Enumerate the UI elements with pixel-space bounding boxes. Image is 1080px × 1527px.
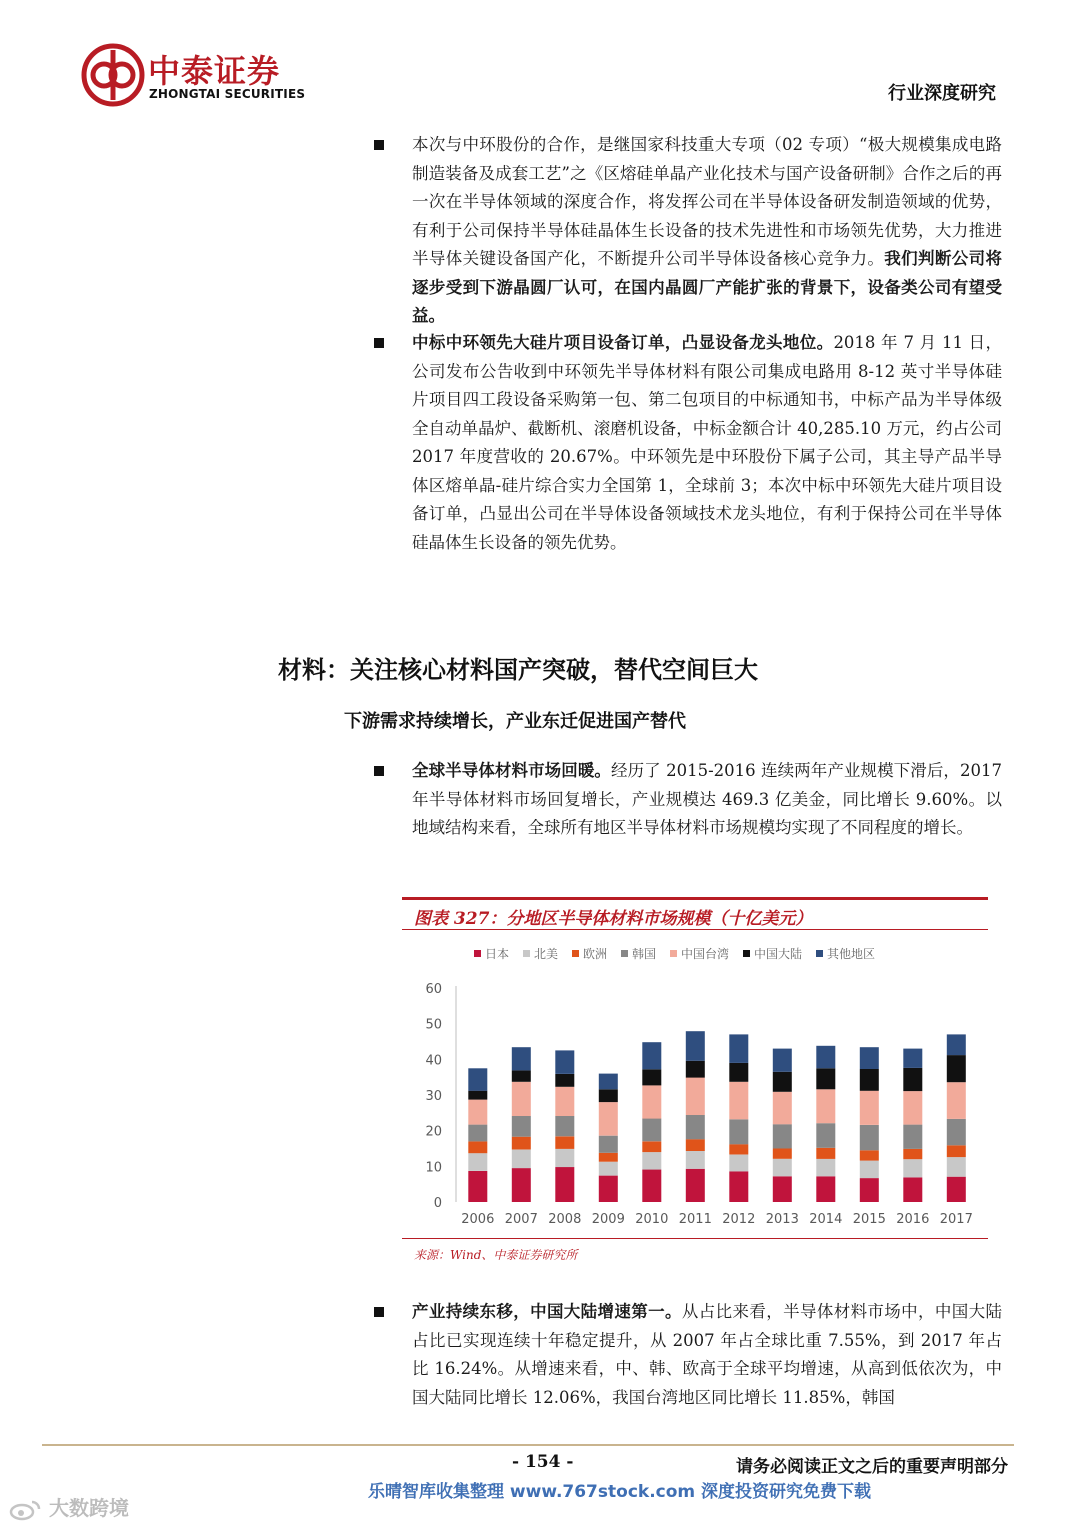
bar-segment bbox=[729, 1063, 748, 1082]
x-tick-label: 2014 bbox=[809, 1212, 843, 1227]
bar-segment bbox=[468, 1125, 487, 1142]
bullet-icon bbox=[374, 338, 384, 348]
bar-segment bbox=[468, 1141, 487, 1153]
company-logo bbox=[80, 42, 340, 108]
footer-rule bbox=[42, 1444, 1014, 1446]
weibo-logo-icon bbox=[8, 1499, 42, 1521]
corner-watermark bbox=[8, 1492, 129, 1521]
bar-segment bbox=[860, 1125, 879, 1150]
paragraph-lead: 产业持续东移，中国大陆增速第一。 bbox=[412, 1302, 682, 1321]
bar-segment bbox=[947, 1177, 966, 1202]
body-paragraph bbox=[412, 757, 1002, 843]
legend-label-1: 北美 bbox=[534, 947, 559, 961]
legend-label-4: 中国台湾 bbox=[681, 947, 730, 961]
y-tick-label: 30 bbox=[425, 1089, 442, 1104]
bar-segment bbox=[642, 1042, 661, 1069]
x-tick-label: 2008 bbox=[548, 1212, 582, 1227]
bar-segment bbox=[947, 1034, 966, 1055]
figure-title-rule bbox=[402, 929, 988, 930]
bar-segment bbox=[947, 1055, 966, 1082]
bar-segment bbox=[947, 1157, 966, 1177]
bar-segment bbox=[686, 1139, 705, 1151]
x-tick-label: 2007 bbox=[504, 1212, 538, 1227]
figure-top-rule bbox=[402, 897, 988, 900]
bar-segment bbox=[729, 1155, 748, 1172]
legend-swatch-2 bbox=[572, 950, 579, 957]
report-type-label: 行业深度研究 bbox=[888, 83, 996, 104]
legend-swatch-0 bbox=[474, 950, 481, 957]
disclaimer-note: 请务必阅读正文之后的重要声明部分 bbox=[736, 1457, 1008, 1477]
bar-segment bbox=[729, 1034, 748, 1063]
bar-segment bbox=[468, 1068, 487, 1091]
legend-label-0: 日本 bbox=[485, 947, 510, 961]
y-tick-label: 40 bbox=[425, 1053, 442, 1069]
paragraph-lead: 全球半导体材料市场回暖。 bbox=[412, 761, 612, 780]
y-tick-label: 20 bbox=[425, 1124, 442, 1140]
x-tick-label: 2013 bbox=[765, 1212, 799, 1227]
bar-segment bbox=[512, 1150, 531, 1169]
paragraph-text: 经历了 2015-2016 连续两年产业规模下滑后，2017 年半导体材料市场回复增长，产业规模达 469.3 亿美金，同比增长 9.60%。以地域结构来看，全球所有地区半导体材料市场规模均实现了不同程度的增长。 bbox=[412, 761, 1002, 837]
legend-label-2: 欧洲 bbox=[583, 947, 608, 961]
bar-segment bbox=[860, 1069, 879, 1091]
body-paragraph bbox=[412, 1298, 1002, 1412]
bar-segment bbox=[729, 1144, 748, 1154]
legend-swatch-4 bbox=[670, 950, 677, 957]
x-tick-label: 2010 bbox=[635, 1212, 669, 1227]
bar-segment bbox=[642, 1069, 661, 1085]
bar-segment bbox=[512, 1168, 531, 1202]
bar-segment bbox=[599, 1153, 618, 1162]
y-tick-label: 10 bbox=[425, 1160, 442, 1176]
bullet-icon bbox=[374, 766, 384, 776]
section-subtitle: 下游需求持续增长，产业东迁促进国产替代 bbox=[344, 711, 686, 732]
bar-segment bbox=[903, 1149, 922, 1159]
bar-segment bbox=[860, 1161, 879, 1179]
x-tick-label: 2015 bbox=[852, 1212, 886, 1227]
bar-segment bbox=[773, 1072, 792, 1092]
bar-segment bbox=[599, 1162, 618, 1176]
bar-segment bbox=[773, 1124, 792, 1148]
bar-segment bbox=[860, 1178, 879, 1202]
bar-segment bbox=[729, 1171, 748, 1202]
bar-segment bbox=[555, 1050, 574, 1074]
figure-title: 图表 327：分地区半导体材料市场规模（十亿美元） bbox=[414, 909, 813, 929]
bar-segment bbox=[903, 1091, 922, 1125]
legend-swatch-1 bbox=[523, 950, 530, 957]
logo-emblem-icon bbox=[80, 42, 146, 108]
paragraph-lead: 中标中环领先大硅片项目设备订单，凸显设备龙头地位。 bbox=[412, 333, 834, 352]
bar-segment bbox=[555, 1116, 574, 1136]
bar-segment bbox=[816, 1176, 835, 1202]
bar-segment bbox=[512, 1116, 531, 1137]
y-tick-label: 60 bbox=[425, 982, 442, 997]
legend-label-3: 韩国 bbox=[632, 947, 657, 961]
bar-segment bbox=[686, 1169, 705, 1202]
bar-segment bbox=[512, 1082, 531, 1116]
body-paragraph bbox=[412, 131, 1002, 331]
bar-segment bbox=[903, 1049, 922, 1068]
bar-segment bbox=[816, 1089, 835, 1123]
bar-segment bbox=[468, 1171, 487, 1202]
x-tick-label: 2016 bbox=[896, 1212, 930, 1227]
bar-segment bbox=[903, 1159, 922, 1177]
bar-segment bbox=[555, 1149, 574, 1167]
bar-segment bbox=[642, 1170, 661, 1203]
bar-segment bbox=[555, 1136, 574, 1149]
bar-segment bbox=[642, 1152, 661, 1170]
page-number: - 154 - bbox=[512, 1452, 574, 1472]
bar-segment bbox=[642, 1085, 661, 1118]
bar-segment bbox=[686, 1031, 705, 1061]
stacked-bar-chart bbox=[402, 936, 988, 1234]
bar-segment bbox=[729, 1119, 748, 1144]
bullet-icon bbox=[374, 1307, 384, 1317]
bar-segment bbox=[555, 1074, 574, 1087]
bar-segment bbox=[947, 1145, 966, 1157]
footer-watermark: 乐晴智库收集整理 www.767stock.com 深度投资研究免费下载 bbox=[368, 1482, 872, 1502]
bar-segment bbox=[512, 1070, 531, 1081]
bullet-icon bbox=[374, 140, 384, 150]
x-tick-label: 2006 bbox=[461, 1212, 495, 1227]
bar-segment bbox=[599, 1176, 618, 1202]
bar-segment bbox=[512, 1137, 531, 1150]
bar-segment bbox=[816, 1148, 835, 1159]
bar-segment bbox=[860, 1150, 879, 1160]
bar-segment bbox=[773, 1159, 792, 1177]
bar-segment bbox=[468, 1091, 487, 1100]
x-tick-label: 2011 bbox=[678, 1212, 712, 1227]
figure-bottom-rule bbox=[402, 1238, 988, 1239]
legend-swatch-3 bbox=[621, 950, 628, 957]
bar-segment bbox=[468, 1153, 487, 1171]
bar-segment bbox=[599, 1089, 618, 1102]
bar-segment bbox=[773, 1149, 792, 1159]
bar-segment bbox=[555, 1087, 574, 1116]
bar-segment bbox=[642, 1141, 661, 1152]
y-tick-label: 50 bbox=[425, 1017, 442, 1033]
section-title: 材料：关注核心材料国产突破，替代空间巨大 bbox=[278, 655, 758, 684]
bar-segment bbox=[729, 1082, 748, 1120]
bar-segment bbox=[947, 1082, 966, 1119]
paragraph-text: 从占比来看，半导体材料市场中，中国大陆占比已实现连续十年稳定提升，从 2007 年占全球比重 7.55%，到 2017 年占比 16.24%。从增速来看，中、韩、欧高于全球平均增速，从高到低依次为，中国大陆同比增长 12.06%，我国台湾地区同比增长 11.85%，韩国 bbox=[412, 1302, 1003, 1407]
bar-segment bbox=[860, 1047, 879, 1069]
bar-segment bbox=[555, 1167, 574, 1202]
bar-segment bbox=[903, 1177, 922, 1202]
logo-english-name: ZHONGTAI SECURITIES bbox=[149, 87, 306, 101]
bar-segment bbox=[816, 1159, 835, 1177]
legend-label-6: 其他地区 bbox=[827, 947, 876, 961]
bar-segment bbox=[468, 1100, 487, 1125]
x-tick-label: 2009 bbox=[591, 1212, 625, 1227]
legend-swatch-6 bbox=[816, 950, 823, 957]
bar-segment bbox=[773, 1176, 792, 1202]
body-paragraph bbox=[412, 329, 1002, 557]
figure-source: 来源：Wind、中泰证券研究所 bbox=[414, 1248, 578, 1262]
bar-segment bbox=[816, 1123, 835, 1148]
bar-segment bbox=[686, 1151, 705, 1169]
bar-segment bbox=[903, 1068, 922, 1091]
bar-segment bbox=[860, 1091, 879, 1125]
legend-label-5: 中国大陆 bbox=[754, 947, 803, 961]
bar-segment bbox=[903, 1125, 922, 1149]
paragraph-conclusion: 我们判断公司将逐步受到下游晶圆厂认可，在国内晶圆厂产能扩张的背景下，设备类公司有望受益。 bbox=[412, 249, 1003, 325]
bar-segment bbox=[599, 1074, 618, 1090]
logo-name: 中泰证券 bbox=[148, 52, 281, 90]
bar-segment bbox=[773, 1049, 792, 1072]
bar-segment bbox=[642, 1119, 661, 1142]
bar-segment bbox=[816, 1068, 835, 1089]
bar-segment bbox=[686, 1078, 705, 1116]
corner-watermark-text: 大数跨境 bbox=[48, 1496, 129, 1520]
bar-segment bbox=[816, 1046, 835, 1069]
y-tick-label: 0 bbox=[433, 1196, 442, 1211]
bar-segment bbox=[512, 1047, 531, 1070]
bar-segment bbox=[947, 1119, 966, 1145]
x-tick-label: 2012 bbox=[722, 1212, 756, 1227]
paragraph-text: 本次与中环股份的合作，是继国家科技重大专项（02 专项）“极大规模集成电路制造装备及成套工艺”之《区熔硅单晶产业化技术与国产设备研制》合作之后的再一次在半导体领域的深度合作，将发挥公司在半导体设备研发制造领域的优势，有利于公司保持半导体硅晶体生长设备的技术先进性和市场领先优势，大力推进半导体关键设备国产化，不断提升公司半导体设备核心竞争力。 bbox=[412, 135, 1002, 268]
bar-segment bbox=[686, 1061, 705, 1078]
bar-segment bbox=[773, 1092, 792, 1125]
bar-segment bbox=[599, 1136, 618, 1153]
x-tick-label: 2017 bbox=[939, 1212, 973, 1227]
bar-segment bbox=[599, 1102, 618, 1136]
paragraph-text: 2018 年 7 月 11 日，公司发布公告收到中环领先半导体材料有限公司集成电路用 8-12 英寸半导体硅片项目四工段设备采购第一包、第二包项目的中标通知书，中标产品为半导体级全自动单晶炉、截断机、滚磨机设备，中标金额合计 40,285.10 万元，约占公司 2017 年度营收的 20.67%。中环领先是中环股份下属子公司，其主导产品半导体区熔单晶-硅片综合实力全国第 1，全球前 3；本次中标中环领先大硅片项目设备订单，凸显出公司在半导体设备领域技术龙头地位，有利于保持公司在半导体硅晶体生长设备的领先优势。 bbox=[412, 333, 1003, 552]
bar-segment bbox=[686, 1115, 705, 1139]
legend-swatch-5 bbox=[743, 950, 750, 957]
